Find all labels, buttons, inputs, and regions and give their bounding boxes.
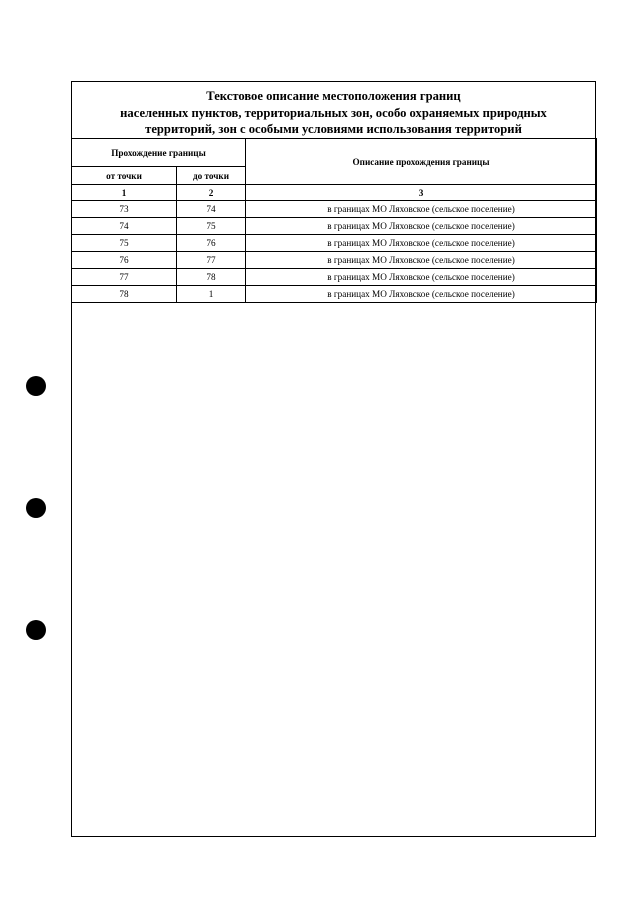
to-point-cell: 75 xyxy=(177,218,246,235)
punch-hole xyxy=(26,376,46,396)
header-description: Описание прохождения границы xyxy=(246,139,597,185)
from-point-cell: 76 xyxy=(72,252,177,269)
title-line-3: территорий, зон с особыми условиями использования территорий xyxy=(145,122,522,136)
from-point-cell: 77 xyxy=(72,269,177,286)
header-from-point: от точки xyxy=(72,167,177,185)
to-point-cell: 78 xyxy=(177,269,246,286)
from-point-cell: 75 xyxy=(72,235,177,252)
to-point-cell: 77 xyxy=(177,252,246,269)
table-row xyxy=(72,218,597,235)
title-line-1: Текстовое описание местоположения границ xyxy=(206,89,461,103)
column-number-row xyxy=(72,185,597,201)
document-frame xyxy=(71,81,596,837)
document-title xyxy=(72,88,595,138)
description-cell: в границах МО Ляховское (сельское поселение) xyxy=(246,235,597,252)
from-point-cell: 78 xyxy=(72,286,177,303)
table-row xyxy=(72,252,597,269)
to-point-cell: 1 xyxy=(177,286,246,303)
table-row xyxy=(72,286,597,303)
boundary-table xyxy=(71,138,597,303)
column-number: 3 xyxy=(246,185,597,201)
description-cell: в границах МО Ляховское (сельское поселение) xyxy=(246,201,597,218)
column-number: 1 xyxy=(72,185,177,201)
title-line-2: населенных пунктов, территориальных зон, особо охраняемых природных xyxy=(120,105,547,120)
punch-hole xyxy=(26,498,46,518)
header-to-point: до точки xyxy=(177,167,246,185)
description-cell: в границах МО Ляховское (сельское поселение) xyxy=(246,218,597,235)
punch-hole xyxy=(26,620,46,640)
from-point-cell: 73 xyxy=(72,201,177,218)
description-cell: в границах МО Ляховское (сельское поселение) xyxy=(246,286,597,303)
description-cell: в границах МО Ляховское (сельское поселение) xyxy=(246,252,597,269)
table-row xyxy=(72,235,597,252)
header-passage: Прохождение границы xyxy=(72,139,246,167)
from-point-cell: 74 xyxy=(72,218,177,235)
table-row xyxy=(72,269,597,286)
to-point-cell: 74 xyxy=(177,201,246,218)
table-row xyxy=(72,201,597,218)
to-point-cell: 76 xyxy=(177,235,246,252)
column-number: 2 xyxy=(177,185,246,201)
description-cell: в границах МО Ляховское (сельское поселение) xyxy=(246,269,597,286)
